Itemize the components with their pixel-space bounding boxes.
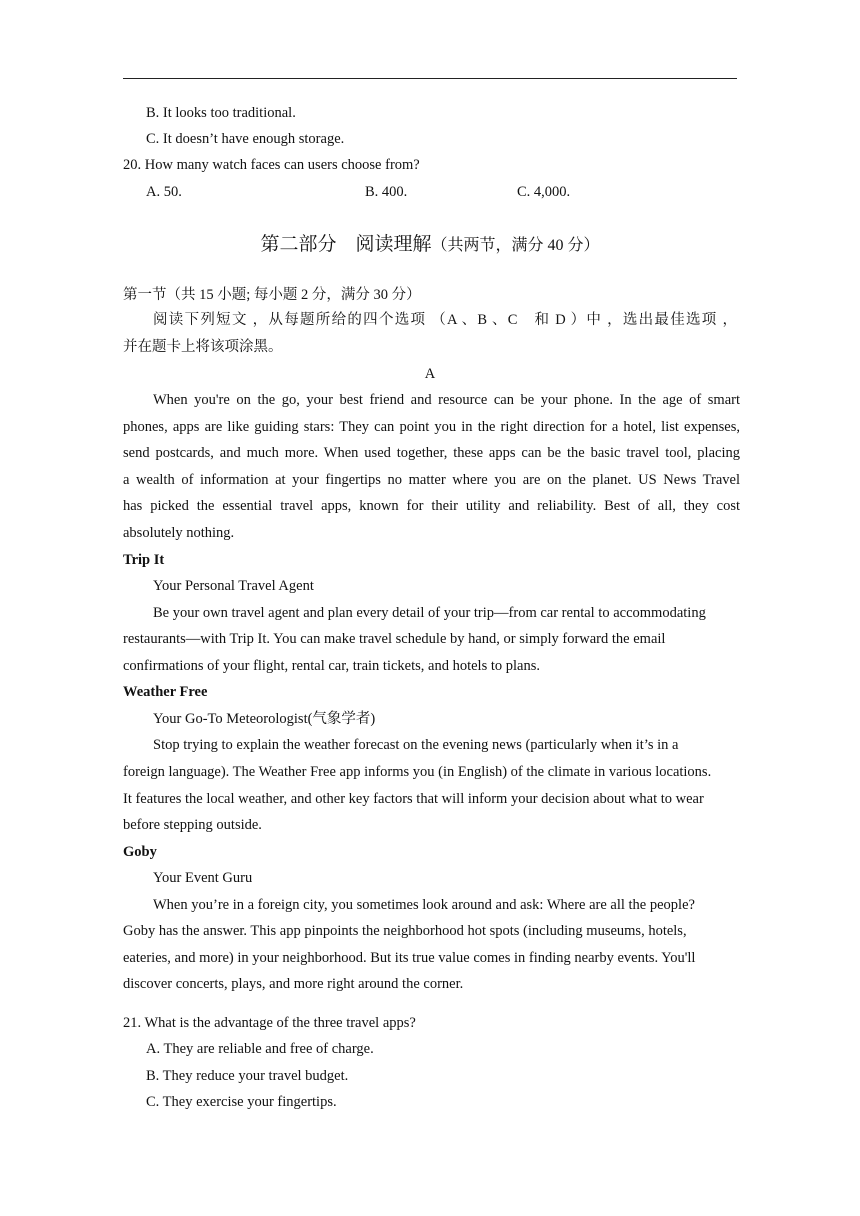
app-desc-line: foreign language). The Weather Free app informs you (in English) of the climate in various locations. [123,764,712,780]
app-desc-line: discover concerts, plays, and more right around the corner. [123,976,464,992]
app-desc-line: restaurants—with Trip It. You can make travel schedule by hand, or simply forward the email [123,631,666,647]
part2-title-sub: （共两节，满分 40 分） [431,237,600,254]
app-name-trip-it: Trip It [123,552,165,568]
intro-line: has picked the essential travel apps, known for their utility and reliability. Best of all, they cost [123,498,740,514]
q20-option-c: C. 4,000. [517,184,571,200]
header-rule [123,78,737,79]
app-desc-line: confirmations of your flight, rental car, train tickets, and hotels to plans. [123,658,540,674]
app-desc-line: eateries, and more) in your neighborhood. But its true value comes in finding nearby events. You'll [123,950,696,966]
app-desc-line: It features the local weather, and other key factors that will inform your decision about what to wear [123,791,704,807]
q21-option-a: A. They are reliable and free of charge. [146,1041,374,1057]
q19-option-b: B. It looks too traditional. [146,105,296,121]
app-desc-line: before stepping outside. [123,817,262,833]
q21-option-b: B. They reduce your travel budget. [146,1068,349,1084]
instructions-line1: 阅读下列短文 ，从每题所给的四个选项 （A 、B 、C 和 D ）中 ，选出最佳选项 ， [153,312,737,328]
intro-line: send postcards, and much more. When used together, these apps can be the basic travel tool, placing [123,445,740,461]
intro-line: phones, apps are like guiding stars: They can point you in the right direction for a hotel, list expenses, [123,419,740,435]
app-tagline-trip-it: Your Personal Travel Agent [153,578,314,594]
q20-question: 20. How many watch faces can users choose from? [123,157,420,173]
app-desc-line: Stop trying to explain the weather forecast on the evening news (particularly when it’s in a [153,737,679,753]
intro-line: a wealth of information at your fingertips no matter where you are on the planet. US News Travel [123,472,740,488]
app-tagline-weather-free: Your Go-To Meteorologist(气象学者) [153,711,376,727]
q21-option-c: C. They exercise your fingertips. [146,1094,337,1110]
intro-line: absolutely nothing. [123,525,235,541]
app-desc-line: When you’re in a foreign city, you sometimes look around and ask: Where are all the people? [153,897,695,913]
part2-title-main: 第二部分 阅读理解 [260,234,432,255]
app-desc-line: Be your own travel agent and plan every detail of your trip—from car rental to accommodating [153,605,706,621]
q21-question: 21. What is the advantage of the three travel apps? [123,1015,416,1031]
q20-option-a: A. 50. [146,184,182,200]
app-desc-line: Goby has the answer. This app pinpoints the neighborhood hot spots (including museums, hotels, [123,923,687,939]
part2-title [0,232,860,259]
app-name-goby: Goby [123,844,157,860]
section1-heading: 第一节（共 15 小题; 每小题 2 分，满分 30 分） [123,287,421,303]
app-name-weather-free: Weather Free [123,684,208,700]
passage-label: A [424,366,436,382]
q20-option-b: B. 400. [365,184,408,200]
instructions-line2: 并在题卡上将该项涂黑。 [123,339,283,355]
intro-line: When you're on the go, your best friend and resource can be your phone. In the age of smart [153,392,740,408]
q19-option-c: C. It doesn’t have enough storage. [146,131,345,147]
app-tagline-goby: Your Event Guru [153,870,253,886]
